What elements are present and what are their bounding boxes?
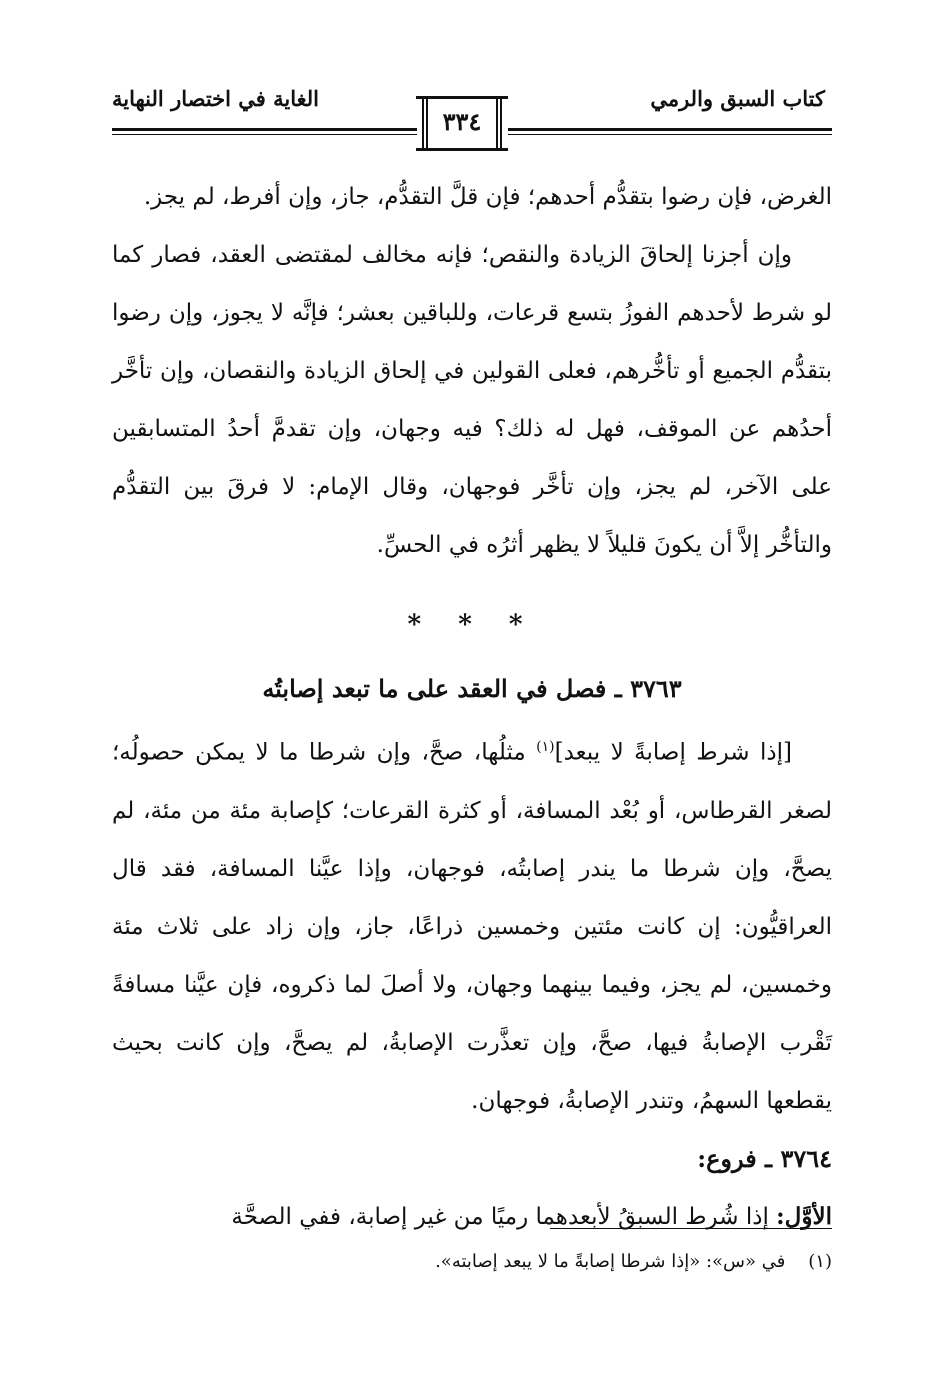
page-number: ٣٣٤ <box>422 96 502 148</box>
footnote-reference: (١) <box>536 739 555 755</box>
footnote <box>300 1248 832 1276</box>
work-title: الغاية في اختصار النهاية <box>112 86 319 111</box>
page-body <box>112 168 832 1246</box>
header-rule-left <box>112 128 417 131</box>
book-title: كتاب السبق والرمي <box>650 86 825 111</box>
footnote-marker: (١) <box>808 1251 832 1272</box>
footnote-text: في «س»: «إذا شرطا إصابةً ما لا يبعد إصابته». <box>435 1251 786 1272</box>
paragraph-3 <box>112 718 832 1130</box>
paragraph-1: الغرض، فإن رضوا بتقدُّم أحدهم؛ فإن قلَّ التقدُّم، جاز، وإن أفرط، لم يجز. <box>143 184 832 210</box>
paragraph-3-rest: مثلُها، صحَّ، وإن شرطا ما لا يمكن حصولُه؛ لصغر القرطاس، أو بُعْد المسافة، أو كثرة القرعات؛ كإصابة مئة من مئة، لم يصحَّ، وإن شرطا ما يندر إصابتُه، فوجهان، وإذا عيَّنا المسافة، فقد قال العراقيُّون: إن كانت مئتين وخمسين ذراعًا، جاز، وإن زاد على ثلاث مئة وخمسين، لم يجز، وفيما بينهما وجهان، ولا أصلَ لما ذكروه، فإن عيَّنا مسافةً تَقْرب الإصابةُ فيها، صحَّ، وإن تعذَّرت الإصابةُ، لم يصحَّ، وإن كانت بحيث يقطعها السهمُ، وتندر الإصابةُ، فوجهان. <box>112 739 832 1114</box>
paragraph-4 <box>112 1188 832 1246</box>
paragraph-2: وإن أجزنا إلحاقَ الزيادة والنقص؛ فإنه مخالف لمقتضى العقد، فصار كما لو شرط لأحدهم الفوزُ بتسع قرعات، وللباقين بعشر؛ فإنَّه لا يجوز، وإن رضوا بتقدُّم الجميع أو تأخُّرهم، فعلى القولين في إلحاق الزيادة والنقصان، وإن تأخَّر أحدُهم عن الموقف، فهل له ذلك؟ فيه وجهان، وإن تقدمَّ أحدُ المتسابقين على الآخر، لم يجز، وإن تأخَّر فوجهان، وقال الإمام: لا فرقَ بين التقدُّم والتأخُّر إلاَّ أن يكونَ قليلاً لا يظهر أثرُه في الحسِّ. <box>112 242 832 558</box>
branch-title: ٣٧٦٤ ـ فروع: <box>697 1143 832 1173</box>
header-rule-right <box>508 128 832 131</box>
header-rule-left-thin <box>112 134 417 135</box>
section-title: ٣٧٦٣ ـ فصل في العقد على ما تبعد إصابتُه <box>262 674 682 703</box>
paragraph-4-rest: إذا شُرط السبقُ لأبعدهما رميًا من غير إصابة، ففي الصحَّة <box>231 1203 777 1230</box>
section-separator: * * * <box>407 610 537 640</box>
paragraph-3-start: [إذا شرط إصابةً لا يبعد] <box>554 739 793 766</box>
footnote-divider <box>550 1228 832 1229</box>
header-rule-right-thin <box>508 134 832 135</box>
page-number-frame-bottom <box>416 148 508 151</box>
paragraph-4-lead: الأوَّل: <box>776 1202 832 1230</box>
page-header <box>0 0 943 160</box>
